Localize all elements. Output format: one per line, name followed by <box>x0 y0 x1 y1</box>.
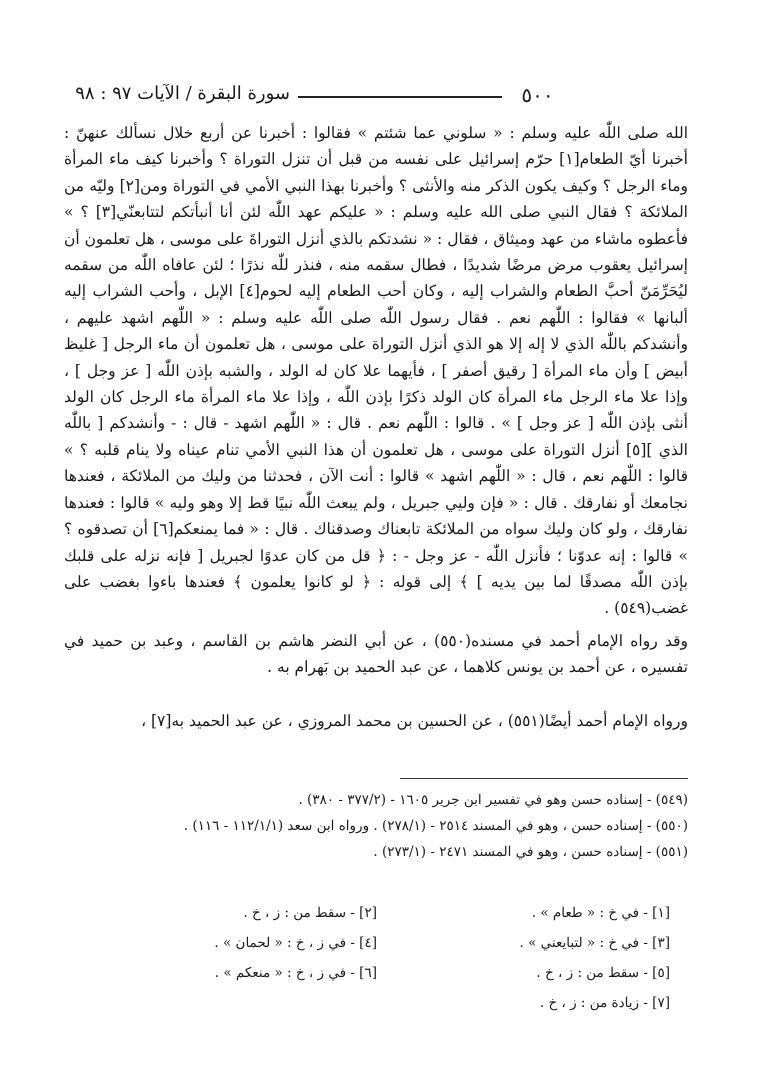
footnote-549: (٥٤٩) - إسناده حسن وهو في تفسير ابن جرير ١٦٠٥ - (٣٧٧/٢ - ٣٨٠) . <box>298 792 688 808</box>
footnote-551: (٥٥١) - إسناده حسن ، وهو في المسند ٢٤٧١ - (٢٧٣/١) . <box>373 844 688 860</box>
footnote-rule <box>400 778 688 779</box>
paragraph-3: ورواه الإمام أحمد أيضًا(٥٥١) ، عن الحسين بن محمد المروزي ، عن عبد الحميد به[٧] ، <box>141 712 688 730</box>
paragraph-1: الله صلى اللّٰه عليه وسلم : « سلوني عما شئتم » فقالوا : أخبرنا عن أربع خلال نسألك عنهنّ : أخبرنا أيّ الطعام[١] حرّم إسرائيل على نفسه من قبل أن تنزل التوراة ؟ وأخبرنا كيف ماء المرأة وماء الرجل ؟ وكيف يكون الذكر منه والأنثى ؟ وأخبرنا بهذا النبي الأمي في التوراة ومن[٢] وليّه من الملائكة ؟ فقال النبي صلى الله عليه وسلم : « عليكم عهد اللّٰه لئن أنا أنبأتكم لتتابعنّي[٣] ؟ » فأعطوه ماشاء من عهد وميثاق ، فقال : « نشدتكم بالذي أنزل التوراةَ على موسى ، هل تعلمون أن إسرائيل يعقوب مرض مرضًا شديدًا ، فطال سقمه منه ، فنذر للّٰه نذرًا ؛ لئن عافاه اللّٰه من سقمه ليُحَرِّمَنّ أحبَّ الطعام والشراب إليه ، وكان أحب الطعام إليه لحوم[٤] الإبل ، وأحب الشراب إليه ألبانها » فقالوا : اللّٰهم نعم . فقال رسول اللّٰه صلى اللّٰه عليه وسلم : « اللّٰهم اشهد عليهم ، وأنشدكم باللّٰه الذي لا إله إلا هو الذي أنزل التوراة على موسى ، هل تعلمون أن ماء الرجل [ غليظ أبيض ] وأن ماء المرأة [ رقيق أصفر ] ، فأيهما علا كان له الولد ، والشبه بإذن اللّٰه [ عز وجل ] ، وإذا علا ماء الرجل ماء المرأة كان الولد ذكرًا بإذن اللّٰه ، وإذا علا ماء المرأة ماء الرجل كان الولد أنثى بإذن اللّٰه [ عز وجل ] » . قالوا : اللّٰهم نعم . قال : « اللّٰهم اشهد - قال : - وأنشدكم [ باللّٰه الذي ][٥] أنزل التوراة على موسى ، هل تعلمون أن هذا النبي الأمي تنام عيناه ولا ينام قلبه ؟ » قالوا : اللّٰهم نعم ، قال : « اللّٰهم اشهد » قالوا : أنت الآن ، فحدثنا من وليك من الملائكة ، فعندها نجامعك أو نفارقك . قال : « فإن وليي جبريل ، ولم يبعث اللّٰه نبيًا قط إلا وهو وليه » قالوا : فعندها نفارقك ، ولو كان وليك سواه من الملائكة تابعناك وصدقناك . قال : « فما يمنعكم[٦] أن تصدقوه ؟ » قالوا : إنه عدوّنا ؛ فأنزل اللّٰه - عز وجل - : ﴿ قل من كان عدوًا لجبريل [ فإنه نزله على قلبك بإذن اللّٰه مصدقًا لما بين يديه ] ﴾ إلى قوله : ﴿ لو كانوا يعلمون ﴾ فعندها باءوا بغضب على غضب(٥٤٩) . <box>64 124 688 618</box>
paragraph-2-wrap <box>64 628 688 681</box>
page-number: ٥٠٠ <box>521 83 554 107</box>
variant-note-2: [٢] - سقط من : ز ، خ . <box>243 905 377 921</box>
paragraph-3-wrap <box>64 708 688 734</box>
variant-note-3: [٣] - في خ : « لتبايعني » . <box>519 935 670 951</box>
variant-note-4: [٤] - في ز ، خ : « لحمان » . <box>214 935 377 951</box>
header-rule <box>298 96 502 98</box>
footnote-550: (٥٥٠) - إسناده حسن ، وهو في المسند ٢٥١٤ - (٢٧٨/١) . ورواه ابن سعد (١١٢/١/١ - ١١٦) . <box>183 818 688 834</box>
variant-note-1: [١] - في خ : « طعام » . <box>531 905 670 921</box>
variant-note-5: [٥] - سقط من : ز ، خ . <box>536 965 670 981</box>
main-text <box>64 120 688 622</box>
variant-note-6: [٦] - في ز ، خ : « منعكم » . <box>214 965 377 981</box>
variant-note-7: [٧] - زيادة من : ز ، خ . <box>539 995 670 1011</box>
running-title: سورة البقرة / الآيات ٩٧ : ٩٨ <box>75 83 290 104</box>
paragraph-2: وقد رواه الإمام أحمد في مسنده(٥٥٠) ، عن أبي النضر هاشم بن القاسم ، وعبد بن حميد في تفسيره ، عن أحمد بن يونس كلاهما ، عن عبد الحميد بن بَهرام به . <box>64 632 688 677</box>
